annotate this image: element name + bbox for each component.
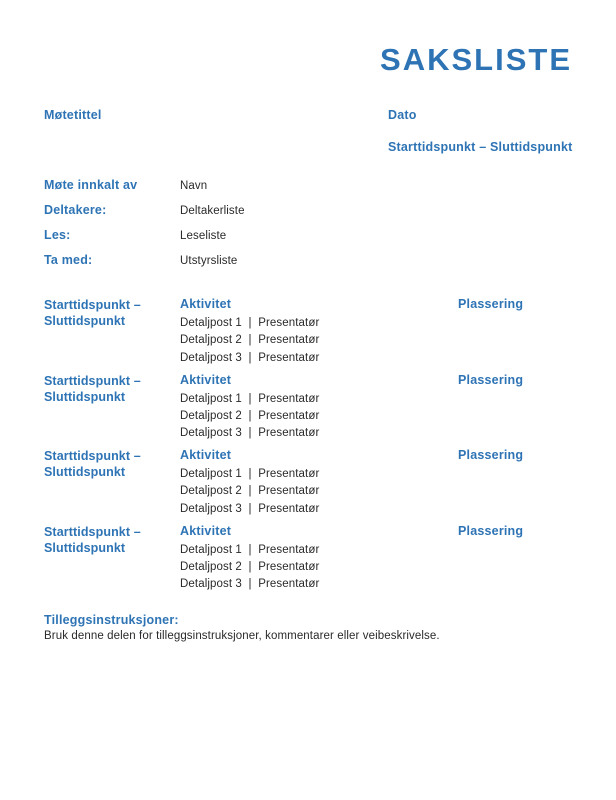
info-row-attendees (44, 203, 572, 228)
info-value: Leseliste (180, 230, 227, 242)
additional-instructions-title: Tilleggsinstruksjoner: (44, 613, 179, 627)
time-range-label: Starttidspunkt – Sluttidspunkt (388, 140, 573, 154)
info-value: Deltakerliste (180, 205, 245, 217)
agenda-time-range: Starttidspunkt – Sluttidspunkt (44, 298, 141, 329)
additional-instructions-body: Bruk denne delen for tilleggsinstruksjoner, kommentarer eller veibeskrivelse. (44, 630, 440, 642)
agenda-activity-title: Aktivitet (180, 523, 232, 538)
agenda-detail-item: Detaljpost 2 | Presentatør (180, 485, 320, 498)
agenda-detail-item: Detaljpost 1 | Presentatør (180, 543, 320, 556)
agenda-activity-title: Aktivitet (180, 372, 232, 387)
agenda-detail-item: Detaljpost 1 | Presentatør (180, 468, 320, 480)
info-label: Deltakere: (44, 203, 107, 217)
agenda-location: Plassering (458, 372, 524, 387)
agenda-location: Plassering (458, 523, 524, 538)
info-value: Navn (180, 180, 208, 192)
agenda-block (44, 297, 572, 373)
agenda-detail-item: Detaljpost 3 | Presentatør (180, 578, 320, 591)
agenda-activity (180, 297, 460, 367)
info-label: Ta med: (44, 253, 93, 267)
agenda-activity (180, 373, 460, 443)
agenda-detail-item: Detaljpost 3 | Presentatør (180, 502, 320, 515)
page-title: SAKSLISTE (380, 42, 572, 77)
agenda-detail-item: Detaljpost 1 | Presentatør (180, 317, 320, 329)
agenda-detail-item: Detaljpost 1 | Presentatør (180, 392, 320, 405)
agenda-activity-title: Aktivitet (180, 448, 232, 462)
info-label: Les: (44, 228, 71, 242)
info-row-organizer (44, 178, 572, 203)
date-block (388, 108, 572, 154)
agenda-time-range: Starttidspunkt – Sluttidspunkt (44, 449, 141, 480)
agenda-location: Plassering (458, 448, 524, 462)
date-label: Dato (388, 108, 417, 122)
agenda-detail-item: Detaljpost 3 | Presentatør (180, 351, 320, 364)
document-header (44, 108, 572, 168)
info-row-reading (44, 228, 572, 253)
agenda-detail-item: Detaljpost 2 | Presentatør (180, 560, 320, 573)
agenda-detail-item: Detaljpost 2 | Presentatør (180, 334, 320, 347)
info-row-bring (44, 253, 572, 278)
info-value: Utstyrsliste (180, 255, 238, 267)
agenda-activity (180, 524, 460, 594)
meeting-title-label: Møtetittel (44, 108, 102, 122)
agenda-detail-item: Detaljpost 2 | Presentatør (180, 409, 320, 422)
agenda-detail-item: Detaljpost 3 | Presentatør (180, 427, 320, 440)
agenda-location: Plassering (458, 297, 524, 311)
agenda-time-range: Starttidspunkt – Sluttidspunkt (44, 524, 141, 555)
agenda-activity (180, 448, 460, 518)
additional-instructions (44, 613, 572, 642)
agenda-time-range: Starttidspunkt – Sluttidspunkt (44, 373, 141, 404)
info-label: Møte innkalt av (44, 178, 138, 192)
agenda-block (44, 448, 572, 524)
meeting-info-table (44, 178, 572, 278)
agenda-block (44, 373, 572, 449)
agenda-block (44, 524, 572, 600)
agenda-list (44, 297, 572, 599)
agenda-activity-title: Aktivitet (180, 297, 232, 311)
